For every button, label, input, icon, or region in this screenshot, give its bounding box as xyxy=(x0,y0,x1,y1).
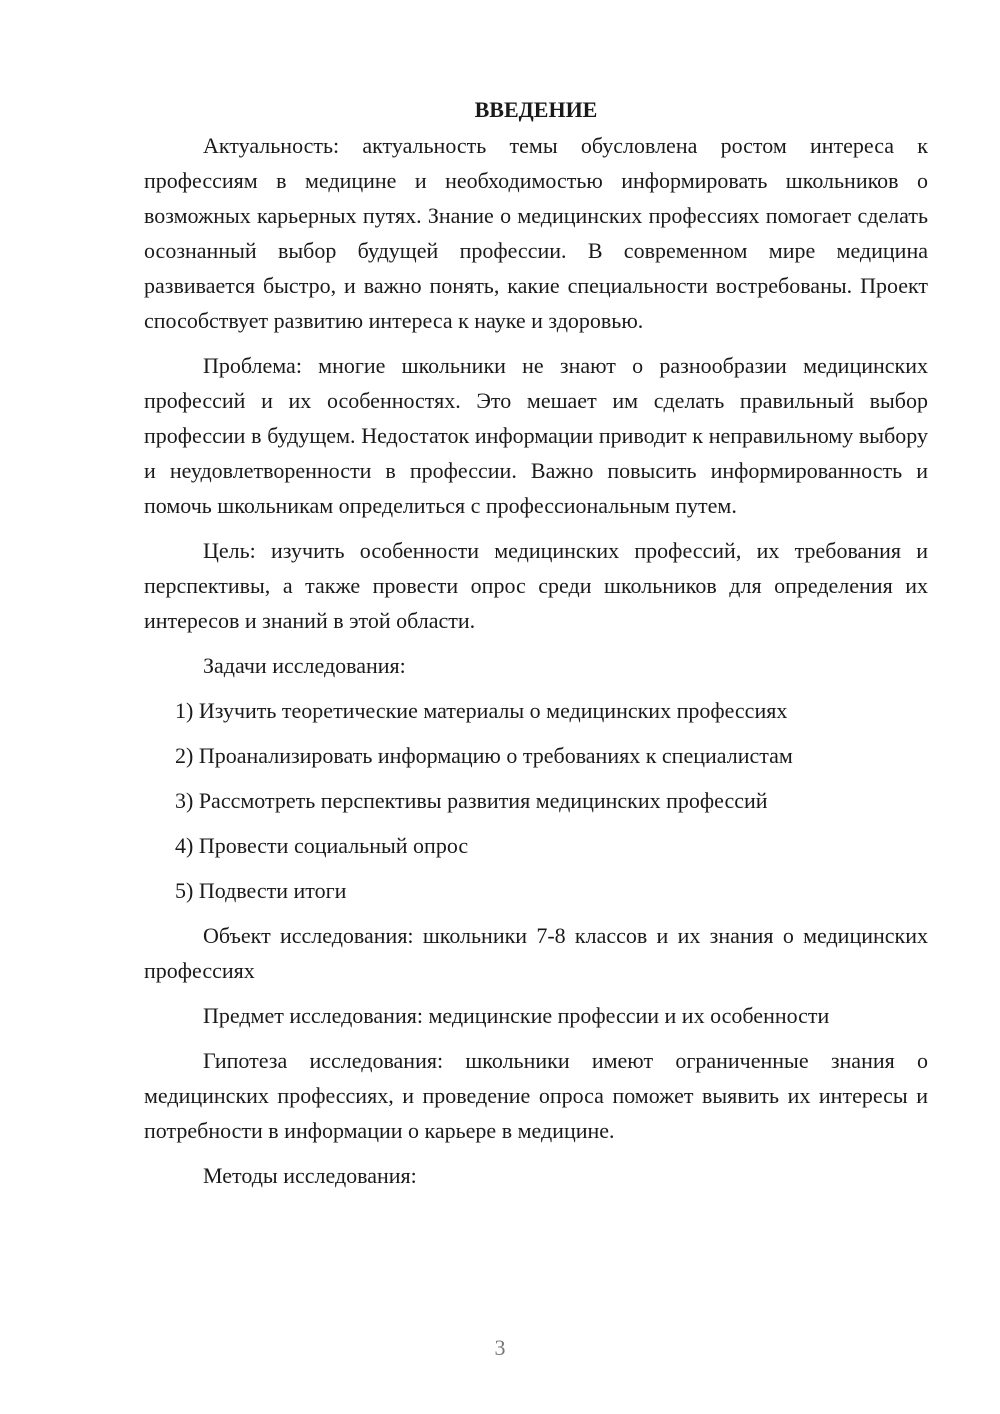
methods-label: Методы исследования: xyxy=(203,1163,417,1188)
task-item: 5) Подвести итоги xyxy=(175,878,347,903)
task-item: 1) Изучить теоретические материалы о медицинских профессиях xyxy=(175,698,788,723)
page-title: ВВЕДЕНИЕ xyxy=(474,97,598,122)
relevance-paragraph: Актуальность: актуальность темы обусловлена ростом интереса к профессиям в медицине и необходимостью информировать школьников о возможных карьерных путях. Знание о медицинских профессиях помогает сделать осознанный выбор будущей профессии. В современном мире медицина развивается быстро, и важно понять, какие специальности востребованы. Проект способствует развитию интереса к науке и здоровью. xyxy=(144,133,928,333)
hypothesis-paragraph: Гипотеза исследования: школьники имеют ограниченные знания о медицинских профессиях, и проведение опроса поможет выявить их интересы и потребности в информации о карьере в медицине. xyxy=(144,1048,928,1143)
page-number: 3 xyxy=(494,1335,506,1360)
problem-paragraph: Проблема: многие школьники не знают о разнообразии медицинских профессий и их особенностях. Это мешает им сделать правильный выбор профессии в будущем. Недостаток информации приводит к неправильному выбору и неудовлетворенности в профессии. Важно повысить информированность и помочь школьникам определиться с профессиональным путем. xyxy=(144,353,928,518)
task-item: 3) Рассмотреть перспективы развития медицинских профессий xyxy=(175,788,768,813)
goal-paragraph: Цель: изучить особенности медицинских профессий, их требования и перспективы, а также провести опрос среди школьников для определения их интересов и знаний в этой области. xyxy=(144,538,928,633)
document-page xyxy=(144,92,928,1203)
task-item: 4) Провести социальный опрос xyxy=(175,833,469,858)
tasks-label: Задачи исследования: xyxy=(203,653,406,678)
object-paragraph: Объект исследования: школьники 7-8 классов и их знания о медицинских профессиях xyxy=(144,923,928,983)
subject-paragraph: Предмет исследования: медицинские профессии и их особенности xyxy=(203,1003,830,1028)
tasks-list xyxy=(144,693,928,908)
task-item: 2) Проанализировать информацию о требованиях к специалистам xyxy=(175,743,793,768)
